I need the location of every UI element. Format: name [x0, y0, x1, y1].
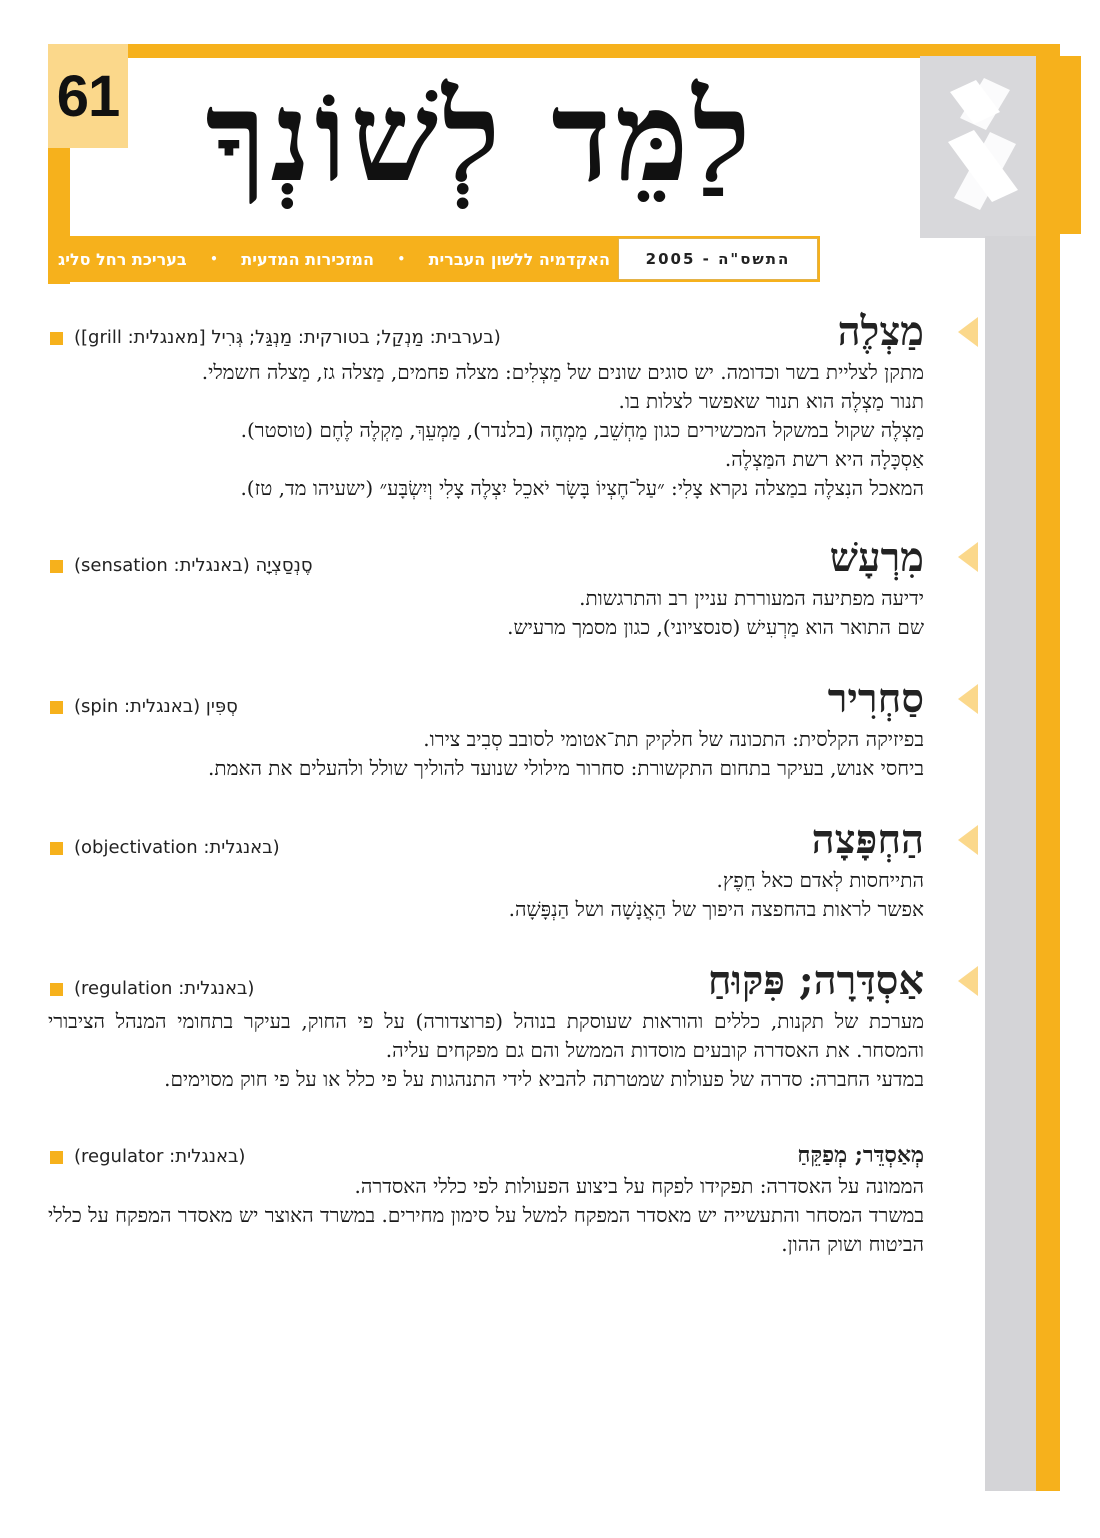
- definition-line: שם התואר הוא מַרְעִישׁ (סנסציוני), כגון מסמך מרעיש.: [507, 615, 924, 639]
- entry-equivalents: (באנגלית: objectivation): [74, 837, 280, 858]
- entry-subheadword: מְאַסְדֵּר; מְפַקֵּחַ: [797, 1142, 924, 1168]
- definition-line: אפשר לראות בהחפצה היפוך של הַאֲנָשָׁה ושל הַנְפָּשָׁה.: [508, 897, 924, 921]
- definition-paragraph: הממונה על האסדרה: תפקידו לפקח על ביצוע הפעולות לפי כללי האסדרה.: [354, 1174, 924, 1198]
- separator-dot: •: [397, 252, 406, 266]
- definition-line: אַסְכָּלָה היא רשת המַּצְלֶה.: [724, 447, 924, 471]
- entry: [48, 306, 924, 503]
- definition-line: מַצְלֶה שקול במשקל המכשירים כגון מַחְשֵׁב, מַמְחֶה (בלנדר), מַמְעֵךְ, מַקְלֶה לֶחֶם (טוסטר).: [240, 418, 924, 442]
- entry-marker-icon: [958, 966, 978, 996]
- definition-paragraph: מערכת של תקנות, כללים והוראות שעוסקת בנוהל (פרוצדורה) על פי החוק, בעיקר בתחומי המנהל הציבורי והמסחר. את האסדרה קובעים מוסדות הממשל והם גם מפקחים עליה.: [48, 1009, 924, 1062]
- masthead-title: לַמֵּד לְשׁוֹנְךָ: [205, 65, 755, 210]
- bullet-icon: [50, 560, 63, 573]
- issue-number: 61: [56, 63, 120, 129]
- definition-line: התייחסות לְאדם כאל חֵפֶץ.: [716, 868, 924, 892]
- entry-headword: מַצְלֶה: [837, 308, 924, 355]
- right-accent-bar: [1036, 56, 1060, 1491]
- bullet-icon: [50, 701, 63, 714]
- entry-equivalents: (באנגלית: regulation): [74, 978, 255, 999]
- right-gray-strip: [985, 236, 1036, 1491]
- entry-equivalents: סֶנְסַצְיָה (באנגלית: sensation): [74, 555, 313, 576]
- entry-headword: הַחְפָּצָה: [811, 816, 924, 863]
- bullet-icon: [50, 1151, 63, 1164]
- bullet-icon: [50, 842, 63, 855]
- entry-marker-icon: [958, 542, 978, 572]
- definition-line: ידיעה מפתיעה המעוררת עניין רב והתרגשות.: [579, 586, 924, 610]
- entry-equivalents: (באנגלית: regulator): [74, 1146, 246, 1167]
- entry-equivalents: סְפִּין (באנגלית: spin): [74, 696, 238, 717]
- bullet-icon: [50, 983, 63, 996]
- masthead-credits: [58, 236, 610, 282]
- entry-headword: מִרְעָשׁ: [829, 534, 924, 581]
- bullet-icon: [50, 332, 63, 345]
- definition-line: בפיזיקה הקלסית: התכונה של חלקיק תת־אטומי לסובב סְבִיב צירו.: [423, 727, 924, 751]
- entry: [48, 814, 924, 924]
- issue-badge: [48, 44, 128, 148]
- department-name: המזכירות המדעית: [241, 249, 374, 269]
- entry-equivalents: (בערבית: מַנְקַל; בטורקית: מַנְגַּל; גְּרִיל [מאנגלית: grill]): [74, 327, 501, 348]
- entry-marker-icon: [958, 684, 978, 714]
- definition-paragraph: במשרד המסחר והתעשייה יש מאסדר המפקח למשל על סימון מחירים. במשרד האוצר יש מאסדר המפקח על כללי הביטוח ושוק ההון.: [48, 1203, 924, 1256]
- entry-marker-icon: [958, 825, 978, 855]
- sub-entry: [48, 1138, 924, 1259]
- definition-line: המאכל הנִצלֶה במַצלה נקרא צָלִי: ״עַל־חֶצְיוֹ בָּשָׂר יֹאכֵל יִצְלֶה צָלִי וְיִשְׂבָּע״ (ישעיהו מד, טז).: [240, 476, 924, 500]
- editor-name: בעריכת רחל סליג: [58, 249, 187, 269]
- entry-marker-icon: [958, 317, 978, 347]
- issue-date: התשס"ה - 2005: [618, 238, 818, 280]
- entry: [48, 955, 924, 1094]
- definition-line: תנור מַצְלֶה הוא תנור שאפשר לצלות בו.: [618, 389, 924, 413]
- definition-line: מתקן לצליית בשר וכדומה. יש סוגים שונים של מַצְלִים: מצלה פחמים, מַצלה גז, מַצלה חשמלי.: [201, 360, 924, 384]
- entry: [48, 532, 924, 642]
- publisher-name: האקדמיה ללשון העברית: [428, 249, 610, 269]
- entry: [48, 673, 924, 783]
- definition-line: ביחסי אנוש, בעיקר בתחום התקשורת: סחרור מילולי שנועד להוליך שולל ולהעלים את האמת.: [208, 756, 924, 780]
- academy-logo-icon: [940, 72, 1024, 222]
- entry-headword: סַחְרִיר: [827, 675, 924, 722]
- separator-dot: •: [210, 252, 218, 266]
- definition-paragraph: במדעי החברה: סדרה של פעולות שמטרתה להביא לידי התנהגות על פי כלל או על פי חוק מסוימים.: [164, 1067, 924, 1091]
- entry-headword: אַסְדָּרָה; פִּקּוּחַ: [707, 957, 924, 1004]
